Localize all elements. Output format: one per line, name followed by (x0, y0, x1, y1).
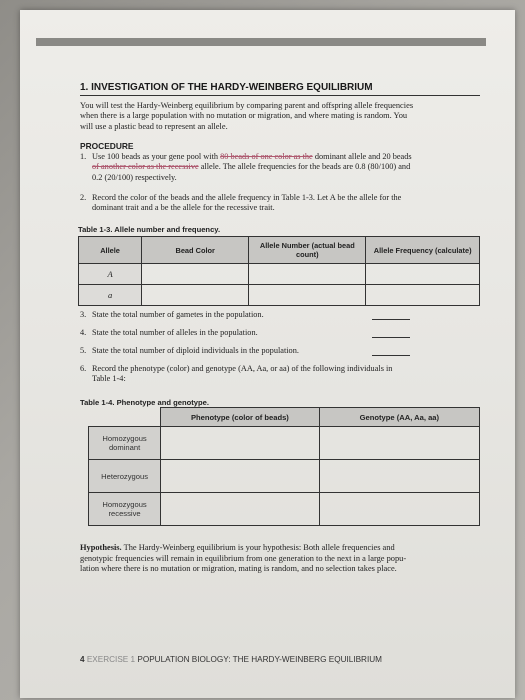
row-label-line: Heterozygous (101, 471, 148, 481)
procedure-step-2 (80, 193, 480, 215)
table-row (89, 460, 480, 493)
page-number: 4 (80, 655, 85, 664)
row-label-homozygous-dominant (89, 427, 161, 460)
step-text: 0.2 (20/100) respectively. (92, 172, 177, 182)
intro-line: You will test the Hardy-Weinberg equilibrium by comparing parent and offspring allele frequencies (80, 101, 414, 110)
question-number: 3. (80, 310, 87, 319)
question-text: State the total number of gametes in the population. (92, 310, 264, 319)
row-label-heterozygous (89, 460, 161, 493)
question-number: 4. (80, 328, 87, 337)
exercise-label: EXERCISE 1 (86, 655, 136, 664)
table-row (79, 264, 480, 285)
bead-color-cell[interactable] (142, 285, 249, 306)
step-text: dominant trait and a be the allele for the recessive trait. (92, 203, 275, 213)
col-header-allele-frequency: Allele Frequency (calculate) (366, 237, 480, 264)
procedure-heading: PROCEDURE (80, 141, 134, 151)
genotype-cell[interactable] (319, 493, 479, 526)
col-header-genotype: Genotype (AA, Aa, aa) (319, 408, 479, 427)
allele-number-cell[interactable] (249, 264, 366, 285)
question-4 (80, 328, 480, 339)
phenotype-cell[interactable] (161, 427, 320, 460)
table-row (89, 493, 480, 526)
procedure-step-6 (80, 364, 480, 386)
phenotype-cell[interactable] (161, 493, 320, 526)
question-text: State the total number of diploid individuals in the population. (92, 346, 299, 355)
table-1-4-caption: Table 1-4. Phenotype and genotype. (80, 398, 209, 407)
step-text: dominant allele and 20 beads (312, 152, 412, 161)
step-number: 1. (80, 152, 87, 161)
genotype-cell[interactable] (319, 427, 479, 460)
section-title: 1. INVESTIGATION OF THE HARDY-WEINBERG EQUILIBRIUM (80, 82, 480, 96)
allele-label: a (79, 285, 142, 306)
row-label-line: recessive (108, 509, 141, 518)
empty-header-cell (89, 408, 161, 427)
table-1-3 (78, 236, 480, 306)
phenotype-cell[interactable] (161, 460, 320, 493)
col-header-phenotype: Phenotype (color of beads) (161, 408, 320, 427)
allele-frequency-cell[interactable] (366, 264, 480, 285)
hypothesis-paragraph (80, 543, 482, 575)
answer-blank-3[interactable] (372, 319, 410, 320)
allele-number-cell[interactable] (249, 285, 366, 306)
highlighted-text: of another color as the recessive (92, 162, 199, 172)
intro-line: when there is a large population with no mutation or migration, and where mating is random. You (80, 111, 408, 121)
table-header-row (89, 408, 480, 427)
hypothesis-text: lation where there is no mutation or migration, mating is random, and no selection takes place. (80, 564, 397, 573)
answer-blank-4[interactable] (372, 337, 410, 338)
hypothesis-text: The Hardy-Weinberg equilibrium is your hypothesis: Both allele frequencies and (121, 543, 395, 552)
step-text: Record the phenotype (color) and genotype (AA, Aa, or aa) of the following individuals in (92, 364, 393, 373)
table-1-4 (88, 407, 480, 526)
question-text: State the total number of alleles in the population. (92, 328, 258, 337)
row-label-line: Homozygous (102, 434, 147, 443)
step-text: Table 1-4: (92, 374, 126, 384)
question-number: 5. (80, 346, 87, 355)
question-5 (80, 346, 480, 357)
row-label-homozygous-recessive (89, 493, 161, 526)
bead-color-cell[interactable] (142, 264, 249, 285)
question-3 (80, 310, 480, 321)
row-label-line: dominant (108, 443, 141, 452)
step-text: Use 100 beads as your gene pool with (92, 152, 221, 161)
step-text: Record the color of the beads and the allele frequency in Table 1-3. Let A be the allele for the (92, 193, 402, 202)
col-header-allele: Allele (79, 237, 142, 264)
header-bar (36, 38, 486, 46)
row-label-line: Homozygous (102, 500, 147, 509)
footer-title: POPULATION BIOLOGY: THE HARDY-WEINBERG EQUILIBRIUM (137, 655, 382, 664)
highlighted-text: 80 beads of one color as the (220, 152, 313, 161)
col-header-bead-color: Bead Color (142, 237, 249, 264)
step-number: 6. (80, 364, 87, 373)
intro-paragraph (80, 101, 475, 132)
table-row (89, 427, 480, 460)
table-row (79, 285, 480, 306)
table-header-row (79, 237, 480, 264)
genotype-cell[interactable] (319, 460, 479, 493)
table-1-3-caption: Table 1-3. Allele number and frequency. (78, 225, 221, 234)
step-text: allele. The allele frequencies for the beads are 0.8 (80/100) and (198, 162, 411, 172)
step-number: 2. (80, 193, 87, 202)
allele-frequency-cell[interactable] (366, 285, 480, 306)
col-header-allele-number: Allele Number (actual bead count) (249, 237, 366, 264)
intro-line: will use a plastic bead to represent an allele. (80, 121, 228, 131)
page-footer (80, 655, 382, 664)
hypothesis-text: genotypic frequencies will remain in equilibrium from one generation to the next in a large popu- (80, 553, 407, 563)
procedure-step-1 (80, 152, 480, 184)
answer-blank-5[interactable] (372, 355, 410, 356)
allele-label: A (79, 264, 142, 285)
hypothesis-label: Hypothesis. (80, 543, 122, 552)
